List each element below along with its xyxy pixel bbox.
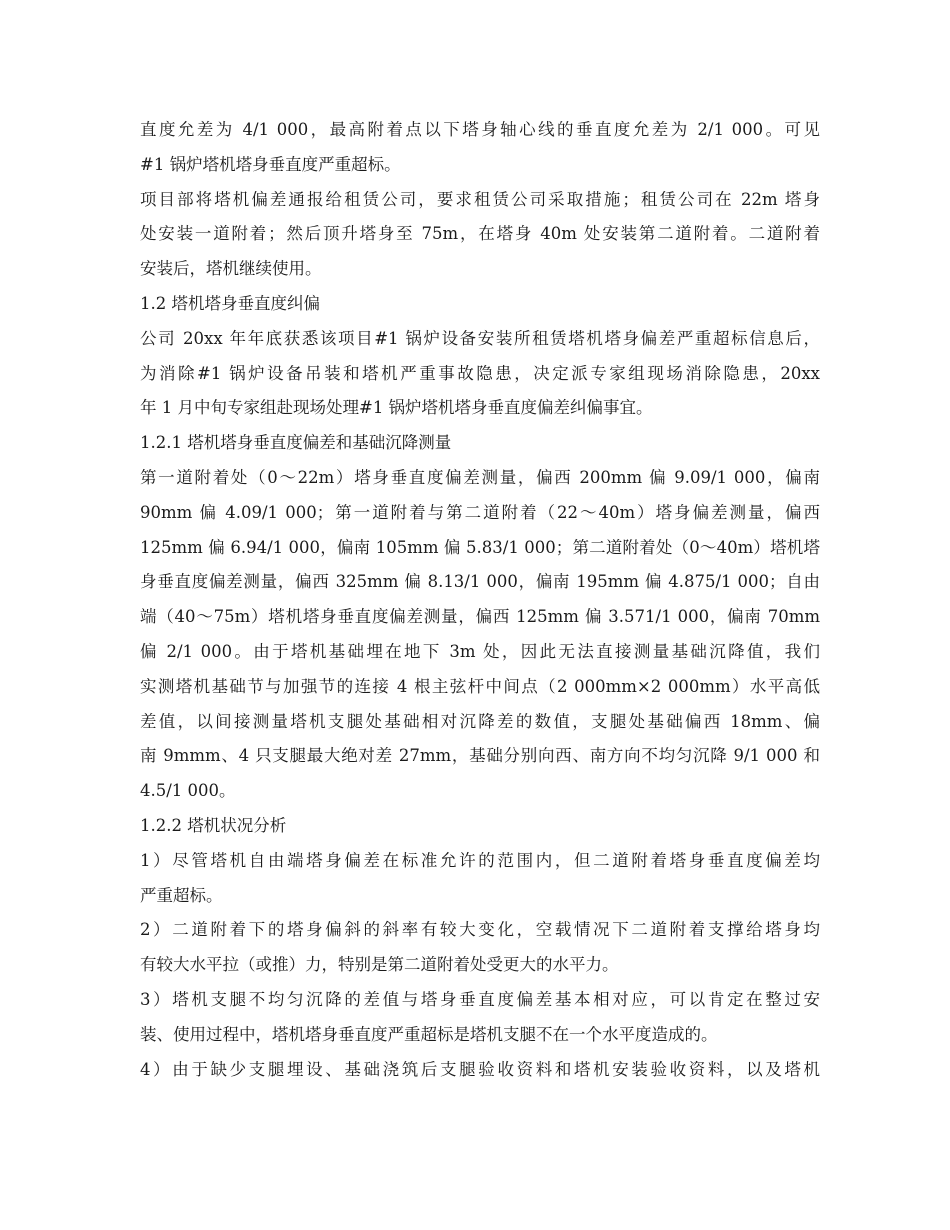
text-line: 南 9mmm、4 只支腿最大绝对差 27mm，基础分别向西、南方向不均匀沉降 9/1 000 和 xyxy=(140,746,820,766)
text-line: 4.5/1 000。 xyxy=(140,781,236,801)
text-line: 3）塔机支腿不均匀沉降的差值与塔身垂直度偏差基本相对应，可以肯定在整过安 xyxy=(140,989,820,1009)
text-line: 偏 2/1 000。由于塔机基础埋在地下 3m 处，因此无法直接测量基础沉降值，我们 xyxy=(140,641,820,661)
text-line: 125mm 偏 6.94/1 000，偏南 105mm 偏 5.83/1 000；第二道附着处（0～40m）塔机塔 xyxy=(140,537,820,557)
text-line: 年 1 月中旬专家组赴现场处理#1 锅炉塔机塔身垂直度偏差纠偏事宜。 xyxy=(140,398,653,418)
section-heading: 1.2 塔机塔身垂直度纠偏 xyxy=(140,293,320,313)
text-line: #1 锅炉塔机塔身垂直度严重超标。 xyxy=(140,154,401,174)
text-line: 1）尽管塔机自由端塔身偏差在标准允许的范围内，但二道附着塔身垂直度偏差均 xyxy=(140,850,820,870)
text-line: 实测塔机基础节与加强节的连接 4 根主弦杆中间点（2 000mm×2 000mm）水平高低 xyxy=(140,676,820,696)
text-line: 装、使用过程中，塔机塔身垂直度严重超标是塔机支腿不在一个水平度造成的。 xyxy=(140,1024,718,1044)
text-line: 公司 20xx 年年底获悉该项目#1 锅炉设备安装所租赁塔机塔身偏差严重超标信息后， xyxy=(140,328,820,348)
text-line: 安装后，塔机继续使用。 xyxy=(140,259,322,279)
text-line: 2）二道附着下的塔身偏斜的斜率有较大变化，空载情况下二道附着支撑给塔身均 xyxy=(140,920,820,940)
text-line: 处安装一道附着；然后顶升塔身至 75m，在塔身 40m 处安装第二道附着。二道附着 xyxy=(140,224,820,244)
text-line: 端（40～75m）塔机塔身垂直度偏差测量，偏西 125mm 偏 3.571/1 000，偏南 70mm xyxy=(140,607,820,627)
document-body xyxy=(140,113,820,1087)
text-line: 有较大水平拉（或推）力，特别是第二道附着处受更大的水平力。 xyxy=(140,955,619,975)
text-line: 身垂直度偏差测量，偏西 325mm 偏 8.13/1 000，偏南 195mm 偏 4.875/1 000；自由 xyxy=(140,572,820,592)
subsection-heading: 1.2.1 塔机塔身垂直度偏差和基础沉降测量 xyxy=(140,433,452,453)
text-line: 差值，以间接测量塔机支腿处基础相对沉降差的数值，支腿处基础偏西 18mm、偏 xyxy=(140,711,820,731)
text-line: 为消除#1 锅炉设备吊装和塔机严重事故隐患，决定派专家组现场消除隐患，20xx xyxy=(140,363,820,383)
text-line: 项目部将塔机偏差通报给租赁公司，要求租赁公司采取措施；租赁公司在 22m 塔身 xyxy=(140,189,820,209)
text-line: 直度允差为 4/1 000，最高附着点以下塔身轴心线的垂直度允差为 2/1 000。可见 xyxy=(140,120,820,139)
text-line: 严重超标。 xyxy=(140,885,223,905)
text-line: 90mm 偏 4.09/1 000；第一道附着与第二道附着（22～40m）塔身偏差测量，偏西 xyxy=(140,502,820,522)
subsection-heading: 1.2.2 塔机状况分析 xyxy=(140,815,287,835)
text-line: 第一道附着处（0～22m）塔身垂直度偏差测量，偏西 200mm 偏 9.09/1 000，偏南 xyxy=(140,467,820,487)
text-line: 4）由于缺少支腿埋设、基础浇筑后支腿验收资料和塔机安装验收资料，以及塔机 xyxy=(140,1059,820,1079)
